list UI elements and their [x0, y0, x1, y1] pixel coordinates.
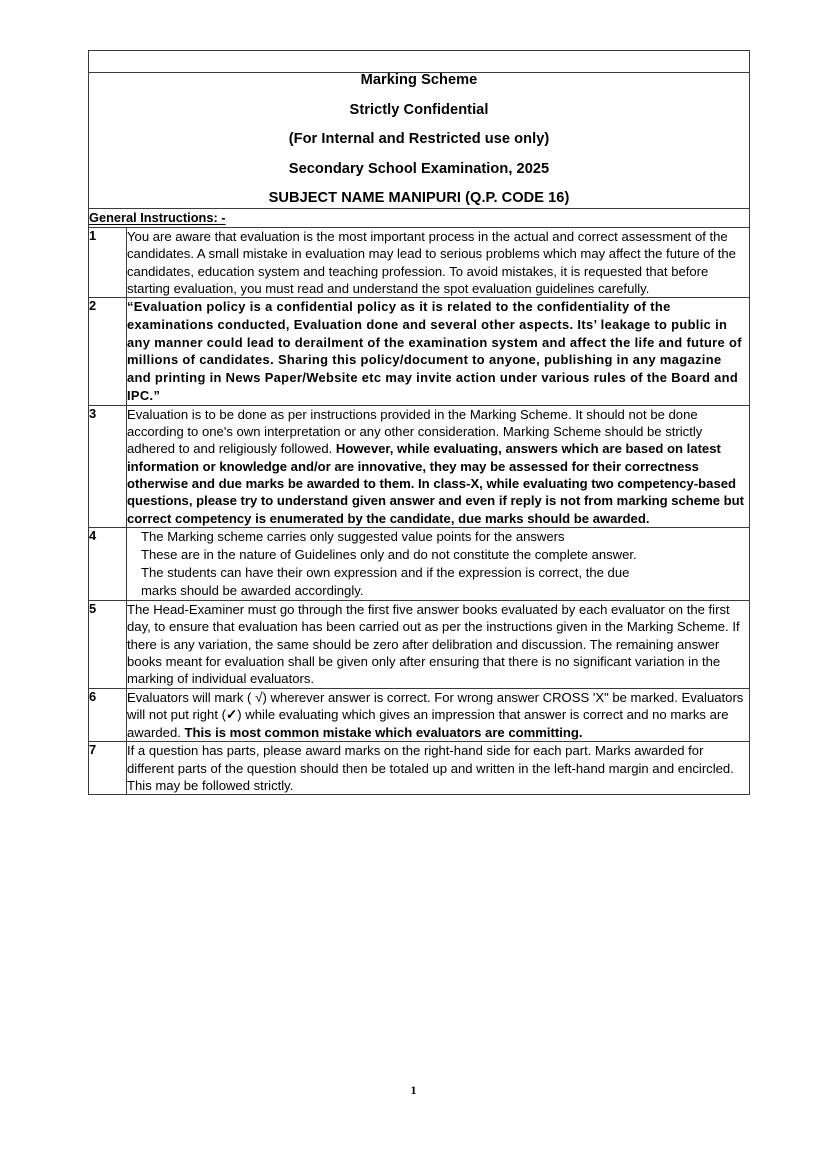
checkmark-icon: ✓ — [225, 707, 238, 723]
instruction-number: 3 — [89, 405, 127, 527]
instruction-text-plain: The Head-Examiner must go through the first five answer books evaluated by each evaluator on the first day, to ensure that evaluation has been carried out as per the instructions given in the Marking Scheme. If there is any variation, the same should be zero after delibration and discussion. The remaining answer books meant for evaluation shall be given only after ensuring that there is no significant variation in the marking of individual evaluators. — [127, 602, 740, 687]
instruction-text-plain: Evaluation is to be done as per instructions provided in the Marking Scheme. It should not be done according to one's own interpretation or any other consideration. Marking Scheme should be strictly adhered to and religiously followed. — [127, 406, 703, 457]
instruction-number: 1 — [89, 227, 127, 297]
instruction-number: 5 — [89, 601, 127, 688]
general-instructions-heading: General Instructions: - — [89, 209, 226, 225]
table-row — [89, 405, 750, 527]
general-instructions-cell — [89, 208, 750, 227]
instruction-number: 4 — [89, 527, 127, 600]
general-instructions-row — [89, 208, 750, 227]
instruction-text-plain: Evaluators will mark ( — [127, 689, 256, 705]
instruction-body — [127, 298, 750, 406]
instruction-body — [127, 227, 750, 297]
instruction-body — [127, 601, 750, 688]
table-row — [89, 688, 750, 742]
instruction-body — [127, 405, 750, 527]
table-row — [89, 601, 750, 688]
spacer-cell — [89, 51, 750, 73]
title-row — [89, 73, 750, 209]
marking-scheme-table — [88, 50, 750, 795]
title-line-marking-scheme: Marking Scheme — [360, 72, 478, 88]
title-block — [89, 73, 750, 209]
instruction-text-plain: You are aware that evaluation is the most important process in the actual and correct assessment of the candidates. A small mistake in evaluation may lead to serious problems which may affect the future of the candidates, education system and teaching profession. To avoid mistakes, it is requested that before starting evaluation, you must read and understand the spot evaluation guidelines carefully. — [127, 228, 736, 296]
title-line-subject-code: SUBJECT NAME MANIPURI (Q.P. CODE 16) — [268, 190, 570, 207]
instruction-text-plain: ) wherever answer is correct. For wrong answer CROSS 'X" be marked. Evaluators will not put right ( — [127, 689, 744, 723]
instruction-line: These are in the nature of Guidelines only and do not constitute the complete answer. — [141, 546, 637, 562]
instruction-number: 6 — [89, 688, 127, 742]
instruction-number: 7 — [89, 742, 127, 795]
instruction-text-plain: ) while evaluating which gives an impression that answer is correct and no marks are awarded. — [127, 707, 729, 741]
title-line-exam-year: Secondary School Examination, 2025 — [288, 160, 550, 177]
instruction-text-bold: This is most common mistake which evaluators are committing. — [184, 725, 583, 741]
page-number: 1 — [410, 1083, 417, 1097]
instruction-number: 2 — [89, 298, 127, 406]
instruction-body — [127, 688, 750, 742]
table-row — [89, 298, 750, 406]
instruction-text-bold: “Evaluation policy is a confidential policy as it is related to the confidentiality of the examinations conducted, Evaluation done and several other aspects. Its’ leakage to public in any manner could lead to derailment of the examination system and affect the life and future of millions of candidates. Sharing this policy/document to anyone, publishing in any magazine and printing in News Paper/Website etc may invite action under various rules of the Board and IPC.” — [127, 299, 742, 404]
table-row — [89, 742, 750, 795]
title-line-internal-use: (For Internal and Restricted use only) — [288, 131, 550, 148]
instruction-line: The students can have their own expression and if the expression is correct, the due — [141, 564, 630, 580]
instruction-body — [127, 742, 750, 795]
radical-icon: √ — [255, 689, 263, 705]
table-top-spacer-row — [89, 51, 750, 73]
title-line-strictly-confidential: Strictly Confidential — [349, 101, 489, 118]
instruction-body — [127, 527, 750, 600]
table-row — [89, 527, 750, 600]
table-row — [89, 227, 750, 297]
instruction-line: The Marking scheme carries only suggested value points for the answers — [141, 528, 565, 544]
instruction-text-bold: However, while evaluating, answers which are based on latest information or knowledge and/or are innovative, they may be assessed for their correctness otherwise and due marks be awarded to them. In class-X, while evaluating two competency-based questions, please try to understand given answer and even if reply is not from marking scheme but correct competency is enumerated by the candidate, due marks should be awarded. — [127, 441, 745, 526]
instruction-text-plain: If a question has parts, please award marks on the right-hand side for each part. Marks awarded for different parts of the question should then be totaled up and written in the left-hand margin and encircled. This may be followed strictly. — [127, 743, 734, 793]
instruction-line: marks should be awarded accordingly. — [141, 583, 364, 599]
